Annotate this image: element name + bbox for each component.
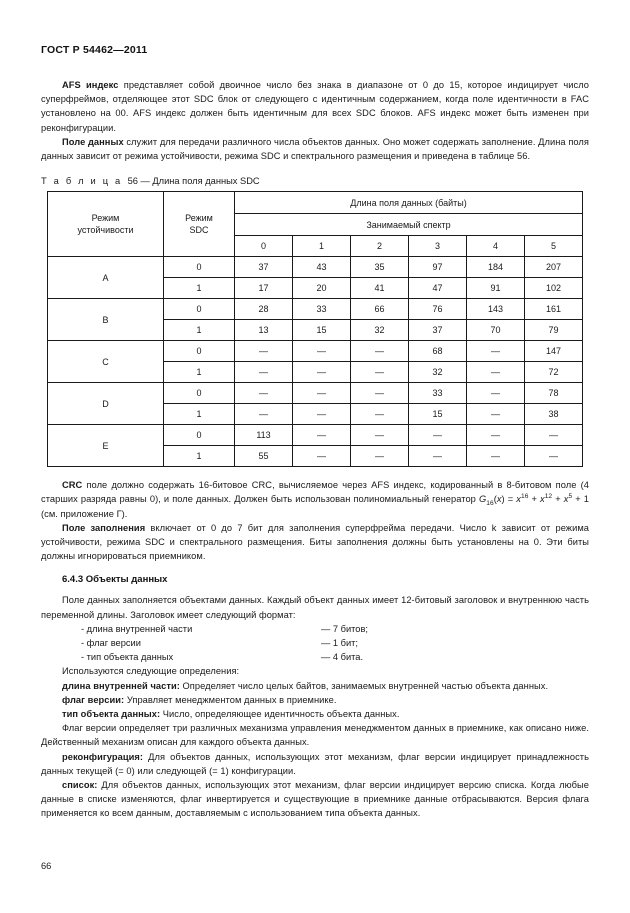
cell-value: 207 xyxy=(525,257,583,278)
crc-formula-term2: x xyxy=(540,494,545,505)
paragraph-data-field xyxy=(41,135,589,163)
cell-value: — xyxy=(293,446,351,467)
paragraph-def-version xyxy=(41,693,589,707)
cell-value: 72 xyxy=(525,362,583,383)
def-version-term: флаг версии: xyxy=(62,694,125,705)
data-field-term: Поле данных xyxy=(62,136,124,147)
cell-value: 143 xyxy=(467,299,525,320)
cell-value: — xyxy=(293,404,351,425)
cell-sdc: 0 xyxy=(164,341,235,362)
crc-text-1: поле должно содержать 16-битовое CRC, вычисляемое через AFS индекс, кодированный в 8-битовом поле (4 старших разряда равны 0), и поле данных. Должен быть использован полиномиальный генератор xyxy=(41,480,589,505)
cell-value: 66 xyxy=(351,299,409,320)
cell-value: 55 xyxy=(235,446,293,467)
cell-mode: A xyxy=(48,257,164,299)
cell-mode: C xyxy=(48,341,164,383)
page-number: 66 xyxy=(41,861,52,871)
cell-value: 13 xyxy=(235,320,293,341)
cell-sdc: 1 xyxy=(164,320,235,341)
cell-value: 28 xyxy=(235,299,293,320)
crc-formula-term3: x xyxy=(563,494,569,505)
cell-value: — xyxy=(525,446,583,467)
cell-value: — xyxy=(409,446,467,467)
cell-sdc: 0 xyxy=(164,383,235,404)
table-caption-prefix: Т а б л и ц а xyxy=(41,176,123,187)
cell-value: — xyxy=(351,341,409,362)
afs-index-term: AFS индекс xyxy=(62,80,119,90)
paragraph-def-length xyxy=(41,679,589,693)
header-mode-sdc xyxy=(164,192,235,257)
cell-value: — xyxy=(293,425,351,446)
list-item-label: - флаг версии xyxy=(81,638,141,649)
reconfiguration-text: Для объектов данных, использующих этот механизм, флаг версии индицирует принадлежность данных текущей (= 0) или следующей (= 1) конфигурации. xyxy=(41,751,589,776)
list-item-label: - длина внутренней части xyxy=(81,623,193,634)
cell-sdc: 0 xyxy=(164,299,235,320)
cell-value: 76 xyxy=(409,299,467,320)
crc-formula-g: G xyxy=(478,494,487,505)
paragraph-reconfiguration xyxy=(41,750,589,778)
crc-formula-term1: x xyxy=(516,494,521,505)
cell-value: 35 xyxy=(351,257,409,278)
list-item xyxy=(81,622,589,636)
cell-value: — xyxy=(467,362,525,383)
sdc-data-length-table xyxy=(47,191,583,467)
cell-value: 37 xyxy=(409,320,467,341)
cell-value: 20 xyxy=(293,278,351,299)
crc-formula-exp1: 16 xyxy=(520,493,529,501)
cell-value: — xyxy=(467,404,525,425)
reconfiguration-term: реконфигурация: xyxy=(62,751,143,762)
cell-value: — xyxy=(467,383,525,404)
paragraph-afs-index xyxy=(41,78,589,135)
cell-sdc: 1 xyxy=(164,362,235,383)
cell-value: 102 xyxy=(525,278,583,299)
header-mode-sdc-line2: SDC xyxy=(189,225,209,236)
crc-text-2: (см. приложение Г). xyxy=(41,508,128,519)
cell-value: 97 xyxy=(409,257,467,278)
header-occupied-spectrum: Занимаемый спектр xyxy=(235,214,583,236)
table-body xyxy=(48,257,583,467)
cell-mode: E xyxy=(48,425,164,467)
list-text: Для объектов данных, использующих этот механизм, флаг версии индицирует версию списка. Когда любые данные в списке изменяются, флаг инвертируется и существующие в приемнике данные отбрасываются. Версия флага применяется ко всем данным, доставляемым с использованием типа объекта данных. xyxy=(41,780,589,819)
cell-sdc: 0 xyxy=(164,257,235,278)
cell-value: 33 xyxy=(409,383,467,404)
header-spectrum-1: 1 xyxy=(293,236,351,257)
crc-formula-subscript: 16 xyxy=(486,500,494,508)
crc-formula-exp2: 12 xyxy=(544,493,553,501)
header-data-length: Длина поля данных (байты) xyxy=(235,192,583,214)
header-mode-robustness xyxy=(48,192,164,257)
crc-formula-open: ( xyxy=(493,494,497,505)
header-spectrum-3: 3 xyxy=(409,236,467,257)
cell-value: — xyxy=(293,341,351,362)
def-length-text: Определяет число целых байтов, занимаемых внутренней частью объекта данных. xyxy=(179,680,549,691)
paragraph-def-type xyxy=(41,707,589,721)
cell-sdc: 1 xyxy=(164,404,235,425)
cell-value: 38 xyxy=(525,404,583,425)
table-row xyxy=(48,341,583,362)
crc-formula-eq: ) = xyxy=(501,494,517,505)
spacer-after-table xyxy=(41,467,589,478)
cell-value: 78 xyxy=(525,383,583,404)
header-mode-robustness-line2: устойчивости xyxy=(77,225,134,236)
cell-value: — xyxy=(293,362,351,383)
header-spectrum-0: 0 xyxy=(235,236,293,257)
paragraph-definitions-intro: Используются следующие определения: xyxy=(62,666,240,677)
paragraph-list-mechanism xyxy=(41,778,589,821)
list-item-value: — 4 бита. xyxy=(321,652,364,663)
page-content xyxy=(41,44,589,821)
cell-value: 79 xyxy=(525,320,583,341)
cell-value: — xyxy=(467,446,525,467)
header-spectrum-5: 5 xyxy=(525,236,583,257)
cell-value: — xyxy=(351,404,409,425)
cell-value: — xyxy=(351,425,409,446)
cell-value: — xyxy=(467,341,525,362)
padding-text: включает от 0 до 7 бит для заполнения суперфрейма передачи. Число k зависит от режима устойчивости, режима SDC и спектрального размещения. Биты заполнения должны быть установлены на 0. Эти биты должны игнорироваться приемником. xyxy=(41,522,589,562)
cell-value: 41 xyxy=(351,278,409,299)
cell-value: — xyxy=(351,383,409,404)
list-item xyxy=(81,636,589,650)
table-header-row-1 xyxy=(48,192,583,214)
cell-value: 32 xyxy=(351,320,409,341)
cell-value: 47 xyxy=(409,278,467,299)
document-standard-header: ГОСТ Р 54462—2011 xyxy=(41,44,148,56)
cell-value: 184 xyxy=(467,257,525,278)
cell-value: — xyxy=(235,383,293,404)
def-type-text: Число, определяющее идентичность объекта данных. xyxy=(160,709,400,720)
list-term: список: xyxy=(62,780,98,791)
table-row xyxy=(48,383,583,404)
padding-term: Поле заполнения xyxy=(62,522,146,533)
table-row xyxy=(48,257,583,278)
paragraph-crc: CRC поле должно содержать 16-битовое CRC, вычисляемое через AFS индекс, кодированный в 8-битовом поле (4 старших разряда равны 0), и поле данных. Должен быть использован полиномиальный генератор $G_{16}(x) = x^{16} + x^{12} + x^5 + 1$ (см. приложение Г). xyxy=(41,480,589,519)
cell-value: — xyxy=(351,362,409,383)
list-item-label: - тип объекта данных xyxy=(81,652,174,663)
cell-value: 91 xyxy=(467,278,525,299)
paragraph-version-flag: Флаг версии определяет три различных механизма управления менеджментом данных в приемнике, как описано ниже. Действенный механизм описан для каждого объекта данных. xyxy=(41,723,589,748)
cell-value: 15 xyxy=(293,320,351,341)
table-row xyxy=(48,299,583,320)
table-caption xyxy=(41,176,589,186)
cell-mode: D xyxy=(48,383,164,425)
cell-value: — xyxy=(235,362,293,383)
cell-value: — xyxy=(467,425,525,446)
afs-index-text: представляет собой двоичное число без знака в диапазоне от 0 до 15, которое индицирует число суперфреймов, отделяющее этот SDC блок от следующего с идентичным содержанием, когда поле идентичности в FAC установлено на 00. AFS индекс должен быть идентичным для всех SDC блоков. AFS индекс может быть изменен при реконфигурации. xyxy=(41,80,590,133)
cell-value: 43 xyxy=(293,257,351,278)
cell-value: 33 xyxy=(293,299,351,320)
cell-value: 161 xyxy=(525,299,583,320)
paragraph-data-objects-intro: Поле данных заполняется объектами данных. Каждый объект данных имеет 12-битовый заголовок и внутреннюю часть переменной длины. Заголовок имеет следующий формат: xyxy=(41,595,589,620)
crc-formula-exp3: 5 xyxy=(568,493,573,501)
header-mode-sdc-line1: Режим xyxy=(185,212,213,223)
header-spectrum-2: 2 xyxy=(351,236,409,257)
cell-value: — xyxy=(293,383,351,404)
table-head xyxy=(48,192,583,257)
cell-value: — xyxy=(235,341,293,362)
data-field-text: служит для передачи различного числа объектов данных. Оно может содержать заполнение. Длина поля данных зависит от режима устойчивости, режима SDC и спектрального размещения и приведена в таблице 56. xyxy=(41,136,589,162)
cell-sdc: 1 xyxy=(164,446,235,467)
def-type-term: тип объекта данных: xyxy=(62,709,161,720)
cell-value: 113 xyxy=(235,425,293,446)
cell-sdc: 1 xyxy=(164,278,235,299)
cell-mode: B xyxy=(48,299,164,341)
crc-term: CRC xyxy=(62,480,83,491)
section-heading-6-4-3: 6.4.3 Объекты данных xyxy=(62,574,168,586)
list-item xyxy=(81,650,589,664)
header-spectrum-4: 4 xyxy=(467,236,525,257)
cell-value: — xyxy=(409,425,467,446)
crc-formula-var: x xyxy=(496,494,502,505)
header-format-list xyxy=(41,622,589,665)
cell-sdc: 0 xyxy=(164,425,235,446)
list-item-value: — 7 битов; xyxy=(321,623,368,634)
cell-value: 147 xyxy=(525,341,583,362)
cell-value: 68 xyxy=(409,341,467,362)
cell-value: — xyxy=(235,404,293,425)
cell-value: 17 xyxy=(235,278,293,299)
cell-value: 32 xyxy=(409,362,467,383)
cell-value: — xyxy=(525,425,583,446)
table-caption-text: — Длина поля данных SDC xyxy=(140,176,260,187)
def-length-term: длина внутренней части: xyxy=(62,680,180,691)
paragraph-padding-field xyxy=(41,521,589,564)
def-version-text: Управляет менеджментом данных в приемнике. xyxy=(124,694,337,705)
cell-value: 70 xyxy=(467,320,525,341)
cell-value: 37 xyxy=(235,257,293,278)
header-mode-robustness-line1: Режим xyxy=(91,212,120,223)
list-item-value: — 1 бит; xyxy=(321,638,358,649)
table-caption-number: 56 xyxy=(127,176,138,187)
cell-value: 15 xyxy=(409,404,467,425)
table-row xyxy=(48,425,583,446)
cell-value: — xyxy=(351,446,409,467)
